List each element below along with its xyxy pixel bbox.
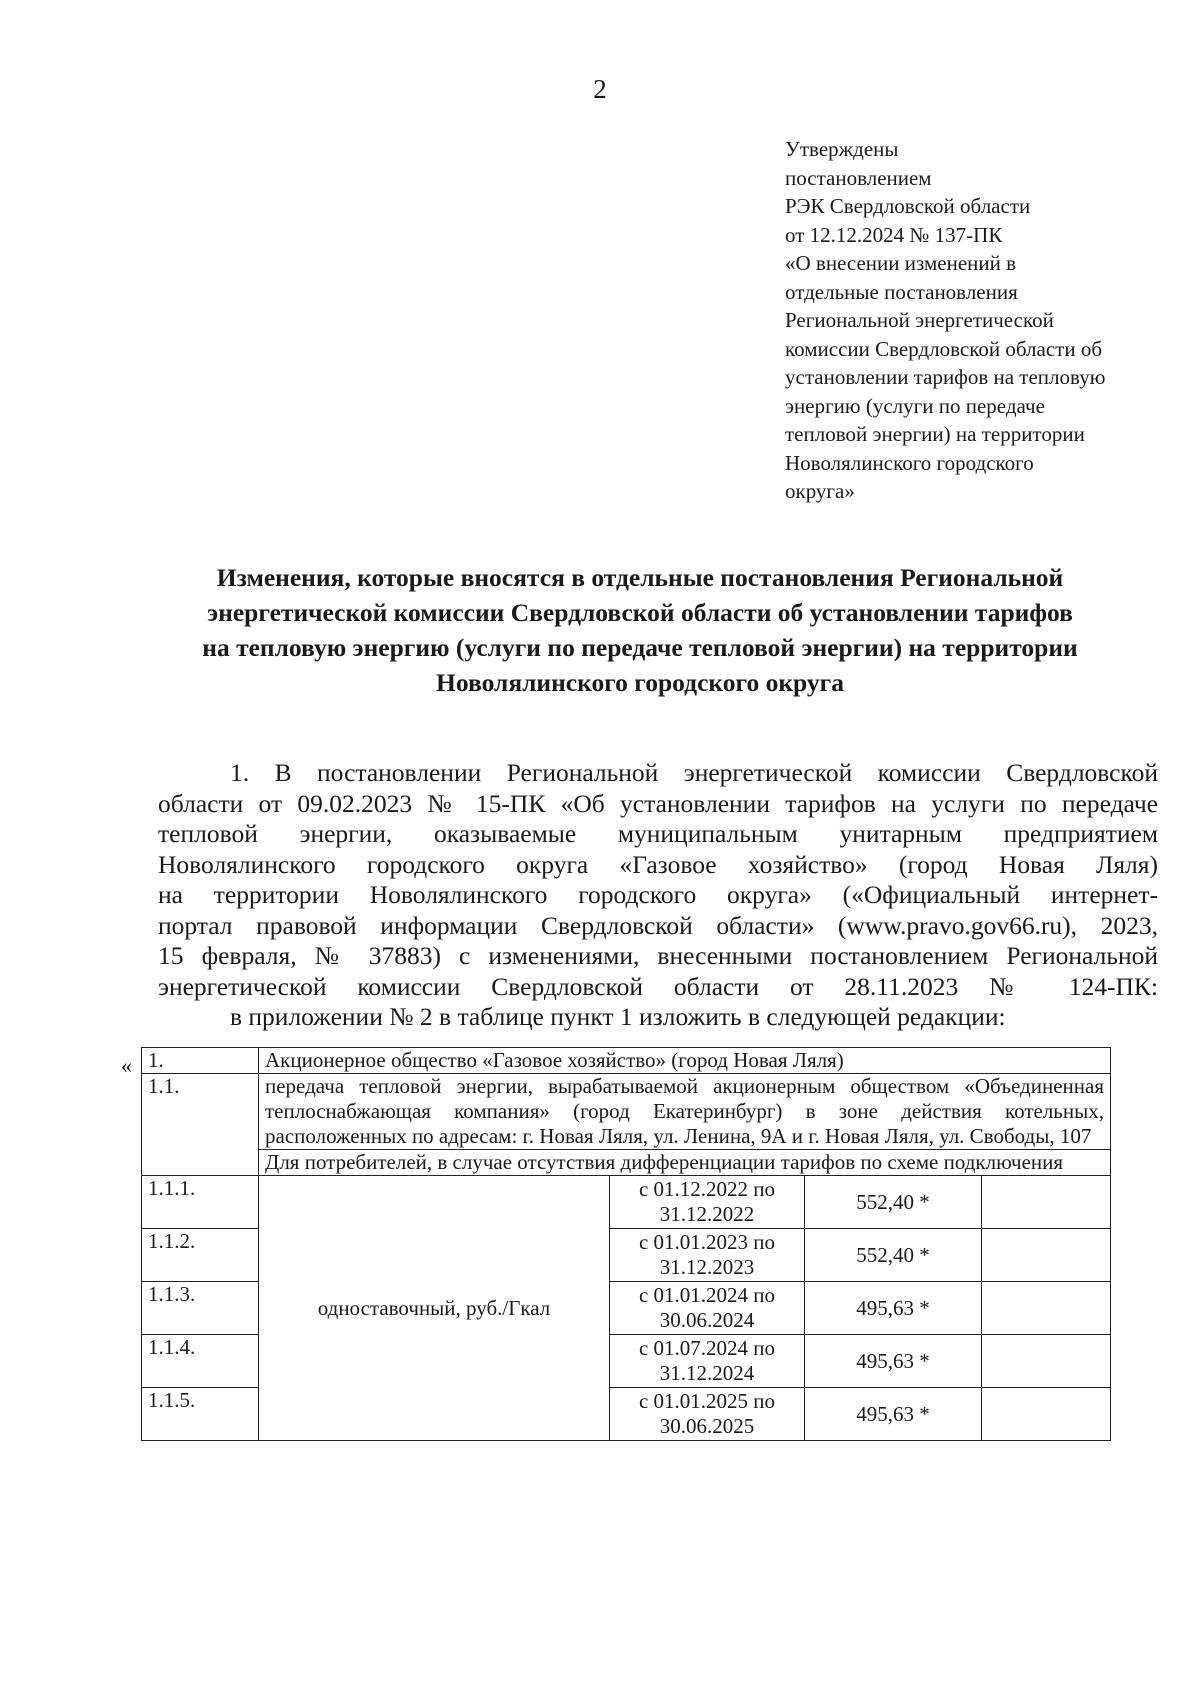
approval-line: «О внесении изменений в: [785, 251, 1017, 275]
approval-line: Региональной энергетической: [785, 308, 1054, 332]
paragraph-line: Новолялинского городского округа «Газовое хозяйство» (город Новая Ляля): [158, 849, 1158, 879]
paragraph-line: на территории Новолялинского городского округа» («Официальный интернет-: [158, 880, 1158, 909]
service-description: передача тепловой энергии, вырабатываемой акционерным обществом «Объединенная теплоснабжающая компания» (город Екатеринбург) в зоне действия котельных, расположенных по адресам: г. Новая Ляля, ул. Ленина, 9А и г. Новая Ляля, ул. Свободы, 107: [259, 1074, 1111, 1150]
row-number: 1.1.1.: [142, 1176, 259, 1229]
table-row: [142, 1048, 1111, 1074]
tariff-value: 552,40 *: [805, 1176, 982, 1229]
organization-name: Акционерное общество «Газовое хозяйство» (город Новая Ляля): [259, 1048, 1111, 1074]
approval-line: РЭК Свердловской области: [785, 194, 1031, 218]
approval-line: Утверждены: [785, 137, 899, 161]
consumers-description: Для потребителей, в случае отсутствия дифференциации тарифов по схеме подключения: [259, 1150, 1111, 1176]
period-from: с 01.01.2025 по: [638, 1389, 776, 1413]
paragraph-line: области от 09.02.2023 № 15-ПК «Об установлении тарифов на услуги по передаче: [158, 788, 1158, 818]
paragraph-line: 1. В постановлении Региональной энергетической комиссии Свердловской: [230, 758, 1158, 787]
approval-line: комиссии Свердловской области об: [785, 336, 1103, 361]
empty-cell: [982, 1388, 1111, 1441]
period-cell: [610, 1335, 805, 1388]
period-cell: [610, 1282, 805, 1335]
tariff-value: 552,40 *: [805, 1229, 982, 1282]
period-to: 31.12.2024: [659, 1361, 755, 1385]
table-row: [142, 1150, 1111, 1176]
period-from: с 01.07.2024 по: [638, 1336, 776, 1360]
tariff-value: 495,63 *: [805, 1282, 982, 1335]
row-number: 1.1.3.: [142, 1282, 259, 1335]
row-number: 1.1.5.: [142, 1388, 259, 1441]
document-title: [140, 560, 1140, 700]
approval-line: Новолялинского городского: [785, 450, 1034, 475]
rate-type: одноставочный, руб./Гкал: [259, 1176, 610, 1441]
approval-block: [785, 135, 1165, 506]
period-from: с 01.01.2024 по: [638, 1283, 776, 1307]
quote-open-mark: «: [121, 1053, 132, 1078]
tariff-table: [141, 1047, 1111, 1441]
paragraph-line: энергетической комиссии Свердловской области от 28.11.2023 № 124-ПК:: [158, 971, 1158, 1001]
empty-cell: [982, 1176, 1111, 1229]
period-cell: [610, 1176, 805, 1229]
empty-cell: [982, 1335, 1111, 1388]
row-number: 1.1.2.: [142, 1229, 259, 1282]
title-line: Изменения, которые вносятся в отдельные постановления Региональной: [216, 563, 1064, 592]
approval-line: энергию (услуги по передаче: [785, 393, 1045, 418]
period-from: с 01.12.2022 по: [638, 1177, 776, 1201]
page-number: 2: [593, 74, 607, 104]
period-to: 30.06.2024: [659, 1308, 755, 1332]
approval-line: округа»: [785, 479, 855, 503]
row-number: 1.1.4.: [142, 1335, 259, 1388]
paragraph-1: [158, 758, 1158, 1033]
row-number: 1.: [142, 1048, 259, 1074]
paragraph-line: 15 февраля, № 37883) с изменениями, внесенными постановлением Региональной: [158, 941, 1158, 970]
approval-line: тепловой энергии) на территории: [785, 422, 1085, 446]
period-from: с 01.01.2023 по: [638, 1230, 776, 1254]
table-row: [142, 1176, 1111, 1229]
title-line: Новолялинского городского округа: [436, 668, 844, 697]
paragraph-line: в приложении № 2 в таблице пункт 1 изложить в следующей редакции:: [230, 1002, 1006, 1031]
approval-line: установлении тарифов на тепловую: [785, 365, 1106, 389]
approval-line: от 12.12.2024 № 137-ПК: [785, 222, 1003, 247]
table-row: [142, 1074, 1111, 1150]
empty-cell: [982, 1282, 1111, 1335]
period-to: 31.12.2022: [659, 1202, 755, 1226]
period-to: 31.12.2023: [659, 1255, 755, 1279]
period-to: 30.06.2025: [659, 1414, 755, 1438]
row-number: 1.1.: [142, 1074, 259, 1176]
empty-cell: [982, 1229, 1111, 1282]
approval-line: постановлением: [785, 165, 932, 190]
period-cell: [610, 1229, 805, 1282]
title-line: энергетической комиссии Свердловской области об установлении тарифов: [207, 598, 1073, 627]
approval-line: отдельные постановления: [785, 279, 1018, 304]
period-cell: [610, 1388, 805, 1441]
paragraph-line: тепловой энергии, оказываемые муниципальным унитарным предприятием: [158, 819, 1158, 848]
tariff-value: 495,63 *: [805, 1335, 982, 1388]
paragraph-line: портал правовой информации Свердловской области» (www.pravo.gov66.ru), 2023,: [158, 910, 1158, 940]
tariff-value: 495,63 *: [805, 1388, 982, 1441]
title-line: на тепловую энергию (услуги по передаче тепловой энергии) на территории: [202, 633, 1078, 662]
